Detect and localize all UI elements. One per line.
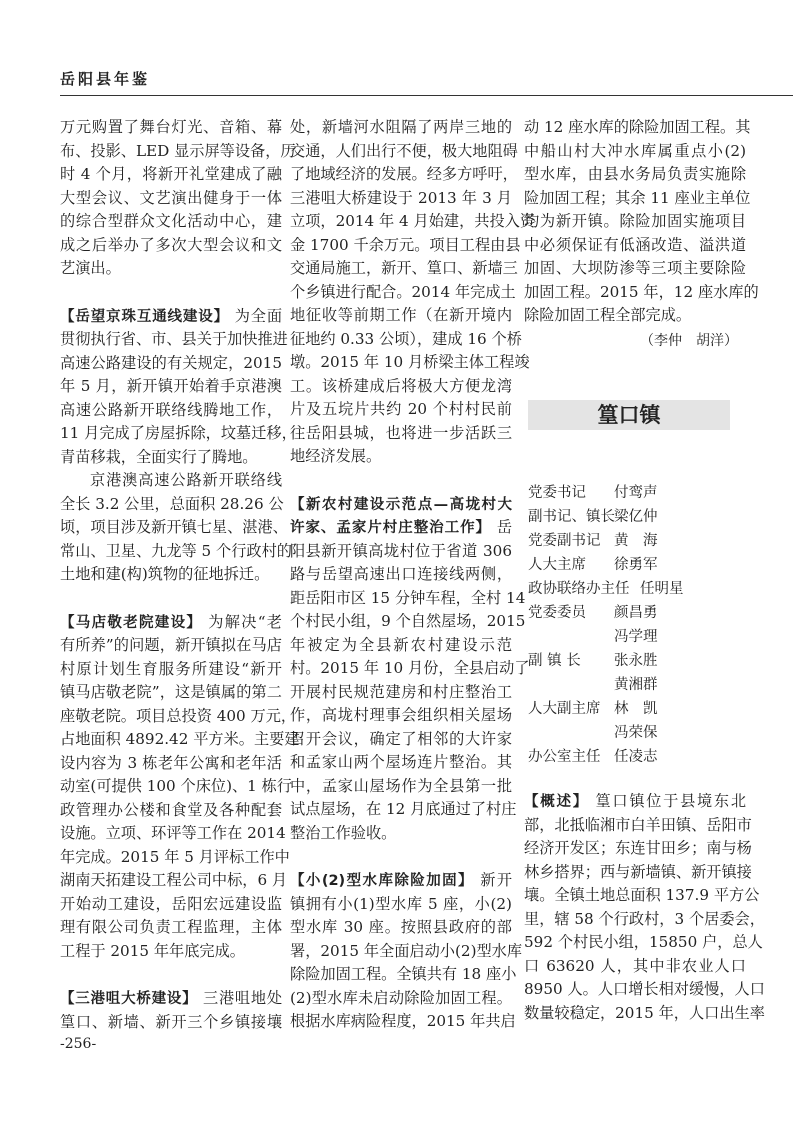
text-line: 墩。2015 年 10 月桥梁主体工程竣: [290, 353, 530, 371]
section-heading: 许家、孟家片村庄整治工作】: [290, 520, 492, 536]
text-line: 动室(可提供 100 个床位)、1 栋行: [60, 777, 293, 795]
text-line: 村。2015 年 10 月份，全县启动了: [290, 659, 530, 677]
staff-row: [528, 601, 684, 625]
column-1: [60, 116, 300, 1034]
text-line: 往岳阳县城，也将进一步活跃三: [290, 423, 512, 442]
staff-name: 黄 海: [614, 533, 658, 549]
text-line: 个村民小组，9 个自然屋场，2015: [290, 612, 526, 630]
text-line: 型水库 30 座。按照县政府的部: [290, 918, 512, 936]
staff-row: [528, 721, 684, 745]
text-line: 中船山村大冲水库属重点小(2): [524, 141, 746, 160]
text-line: [290, 869, 512, 893]
text-line: [290, 493, 512, 517]
staff-name: 任明星: [640, 581, 684, 597]
staff-name: 冯荣保: [614, 725, 658, 741]
header-rule: [60, 95, 793, 96]
staff-name: 张永胜: [614, 653, 658, 669]
section-heading: 【马店敬老院建设】: [60, 614, 203, 631]
column-2: [290, 116, 536, 1034]
text-line: 全长 3.2 公里，总面积 28.26 公: [60, 494, 284, 513]
text-line: 座敬老院。项目总投资 400 万元，: [60, 706, 297, 725]
text-run: 三港咀地处: [197, 989, 283, 1007]
section-heading: 【概述】: [524, 794, 589, 810]
text-line: 除险加固工程全部完成。: [524, 306, 692, 324]
paragraph: [60, 611, 300, 964]
text-line: 加固、大坝防渗等三项主要除险: [524, 259, 746, 277]
text-run: 新开: [473, 871, 513, 889]
section-heading: 【岳望京珠互通线建设】: [60, 308, 230, 325]
text-line: 政管理办公楼和食堂及各种配套: [60, 800, 282, 819]
text-line: (2)型水库未启动除险加固工程。: [290, 988, 512, 1007]
text-line: 工程于 2015 年年底完成。: [60, 941, 245, 960]
text-line: 篁口、新墙、新开三个乡镇接壤: [60, 1012, 282, 1031]
text-line: 个乡镇进行配合。2014 年完成土: [290, 282, 516, 301]
column-3: [524, 116, 759, 354]
text-run: 为解决“老: [202, 612, 282, 631]
text-line: 和孟家山两个屋场连片整治。其: [290, 753, 512, 771]
text-line: 均为新开镇。除险加固实施项目: [524, 212, 746, 230]
text-line: 顷，项目涉及新开镇七星、湛港、: [60, 518, 288, 536]
staff-role: 政协联络办主任: [528, 581, 630, 597]
section-heading: 【小(2)型水库除险加固】: [290, 873, 474, 889]
section-title-huangkou: 篁口镇: [528, 400, 730, 430]
text-line: 年完成。2015 年 5 月评标工作中: [60, 847, 290, 866]
text-line: 设施。立项、环评等工作在 2014: [60, 824, 286, 842]
text-line: 经济开发区；东连甘田乡；南与杨: [524, 839, 752, 857]
text-line: 地征收等前期工作（在新开境内: [290, 306, 512, 324]
text-line: 8950 人。人口增长相对缓慢，人口: [524, 980, 765, 998]
staff-name: 林 凯: [614, 701, 658, 717]
section-heading: 【新农村建设示范点—高垅村大: [290, 496, 512, 513]
staff-row: [528, 625, 684, 649]
staff-role: 党委书记: [528, 485, 586, 501]
text-line: 中，孟家山屋场作为全县第一批: [290, 776, 512, 795]
text-line: 11 月完成了房屋拆除，坟墓迁移，: [60, 424, 297, 442]
paragraph: [290, 493, 530, 846]
text-line: 口 63620 人，其中非农业人口: [524, 956, 746, 975]
text-line: 立项，2014 年 4 月始建，共投入资: [290, 212, 536, 230]
text-line: 三港咀大桥建设于 2013 年 3 月: [290, 188, 512, 207]
paragraph: [60, 987, 282, 1034]
text-line: 年 5 月，新开镇开始着手京港澳: [60, 377, 282, 395]
paragraph: [290, 116, 536, 469]
staff-row: [528, 505, 684, 529]
text-line: 型水库，由县水务局负责实施除: [524, 165, 746, 183]
staff-row: [528, 649, 684, 673]
section-heading: 【三港咀大桥建设】: [60, 991, 198, 1007]
text-line: 处，新墙河水阻隔了两岸三地的: [290, 118, 512, 136]
staff-role: 党委副书记: [528, 533, 601, 549]
text-line: [60, 611, 282, 635]
running-header: 岳阳县年鉴: [60, 70, 151, 88]
staff-name: 徐勇军: [614, 557, 658, 573]
paragraph: [60, 116, 296, 281]
staff-name: 任凌志: [614, 749, 658, 765]
text-line: 根据水库病险程度，2015 年共启: [290, 1012, 516, 1030]
text-line: 开始动工建设，岳阳宏远建设监: [60, 894, 282, 913]
text-line: 中必须保证有低涵改造、溢洪道: [524, 235, 746, 254]
text-line: 交通，人们出行不便，极大地阻碍: [290, 141, 518, 160]
text-line: 里，辖 58 个行政村，3 个居委会，: [524, 909, 765, 928]
text-line: 整治工作验收。: [290, 823, 397, 842]
text-line: 开展村民规范建房和村庄整治工: [290, 682, 512, 701]
text-line: 壤。全镇土地总面积 137.9 平方公: [524, 886, 760, 904]
text-line: 片及五垸片共约 20 个村村民前: [290, 400, 512, 418]
text-line: [60, 987, 282, 1011]
text-line: [60, 305, 282, 329]
text-line: 署，2015 年全面启动小(2)型水库: [290, 941, 523, 960]
text-line: 镇拥有小(1)型水库 5 座，小(2): [290, 894, 512, 913]
text-line: 险加固工程；其余 11 座业主单位: [524, 188, 751, 207]
text-line: 作，高垅村理事会组织相关屋场: [290, 706, 512, 724]
text-line: 592 个村民小组，15850 户，总人: [524, 933, 763, 951]
text-line: 时 4 个月，将新开礼堂建成了融: [60, 165, 282, 183]
text-line: 贯彻执行省、市、县关于加快推进: [60, 330, 288, 348]
staff-role: 人大副主席: [528, 701, 601, 717]
staff-name: 冯学理: [614, 629, 658, 645]
text-line: [290, 516, 512, 540]
text-line: 高速公路新开联络线腾地工作，: [60, 400, 282, 419]
text-line: 试点屋场，在 12 月底通过了村庄: [290, 800, 517, 818]
staff-role: 副 镇 长: [528, 653, 581, 669]
text-run: 为全面: [229, 306, 283, 325]
paragraph: [60, 469, 292, 587]
text-line: 大型会议、文艺演出健身于一体: [60, 188, 282, 207]
text-line: 距岳阳市区 15 分钟车程，全村 14: [290, 588, 526, 607]
text-line: 的综合型群众文化活动中心，建: [60, 212, 282, 230]
text-line: 青苗移栽，全面实行了腾地。: [60, 447, 258, 466]
staff-role: 副书记、镇长: [528, 509, 615, 525]
staff-row: [528, 553, 684, 577]
text-line: 湖南天拓建设工程公司中标，6 月: [60, 871, 288, 889]
text-line: 有所养”的问题，新开镇拟在马店: [60, 636, 282, 654]
text-line: 数量较稳定，2015 年，人口出生率: [524, 1003, 765, 1022]
text-line: 高速公路建设的有关规定，2015: [60, 353, 282, 372]
text-line: 占地面积 4892.42 平方米。主要建: [60, 730, 300, 748]
text-line: 路与岳望高速出口连接线两侧，: [290, 565, 512, 583]
text-line: 加固工程。2015 年，12 座水库的: [524, 282, 759, 301]
staff-row: [528, 481, 684, 505]
text-line: 金 1700 千余万元。项目工程由县: [290, 235, 521, 254]
staff-name: 梁亿仲: [614, 509, 658, 525]
text-line: 设内容为 3 栋老年公寓和老年活: [60, 753, 282, 772]
text-line: 交通局施工，新开、篁口、新墙三: [290, 259, 518, 277]
staff-name: 颜昌勇: [614, 605, 658, 621]
staff-row: [528, 697, 684, 721]
staff-row: [528, 673, 684, 697]
text-line: 艺演出。: [60, 259, 121, 277]
text-line: 召开会议，确定了相邻的大许家: [290, 729, 512, 748]
text-line: 阳县新开镇高垅村位于省道 306: [290, 541, 512, 560]
staff-role: [528, 673, 614, 697]
text-line: 林乡搭界；西与新墙镇、新开镇接: [524, 862, 752, 881]
text-line: 地经济发展。: [290, 447, 382, 465]
text-run: 篁口镇位于县境东北: [588, 792, 747, 810]
staff-role: 人大主席: [528, 557, 586, 573]
text-line: 成之后举办了多次大型会议和文: [60, 235, 282, 254]
text-run: 岳: [491, 518, 513, 536]
staff-row: [528, 745, 684, 769]
text-line: 了地域经济的发展。经多方呼吁，: [290, 165, 518, 183]
paragraph: [60, 305, 297, 470]
text-line: [524, 790, 746, 814]
text-line: 镇马店敬老院”，这是镇属的第二: [60, 683, 282, 701]
text-line: 万元购置了舞台灯光、音箱、幕: [60, 118, 282, 136]
text-line: 土地和建(构)筑物的征地拆迁。: [60, 565, 270, 583]
staff-list: [528, 481, 684, 769]
staff-row: [528, 577, 684, 601]
staff-role: [528, 625, 614, 649]
staff-name: 黄湘群: [614, 677, 658, 693]
staff-name: 付鸾声: [614, 485, 658, 501]
paragraph: [524, 116, 759, 328]
staff-row: [528, 529, 684, 553]
text-line: 常山、卫星、九龙等 5 个行政村的: [60, 541, 292, 560]
text-line: 征地约 0.33 公顷），建成 16 个桥: [290, 329, 522, 348]
text-line: 工。该桥建成后将极大方便龙湾: [290, 376, 512, 395]
text-line: 年被定为全县新农村建设示范: [290, 635, 512, 654]
text-line: 理有限公司负责工程监理，主体: [60, 918, 282, 936]
overview-section: [524, 790, 765, 1025]
text-line: 村原计划生育服务所建设“新开: [60, 659, 282, 678]
text-line: 动 12 座水库的除险加固工程。其: [524, 118, 751, 136]
text-line: 布、投影、LED 显示屏等设备，历: [60, 141, 296, 160]
author-signature: （李仲 胡洋）: [640, 332, 738, 349]
staff-role: 党委委员: [528, 605, 586, 621]
staff-role: [528, 721, 614, 745]
text-line: 部，北抵临湘市白羊田镇、岳阳市: [524, 815, 752, 834]
staff-role: 办公室主任: [528, 749, 601, 765]
page-number: -256-: [60, 1036, 97, 1052]
paragraph: [290, 869, 523, 1034]
text-line: 除险加固工程。全镇共有 18 座小: [290, 965, 517, 983]
text-line: 京港澳高速公路新开联络线: [90, 471, 282, 489]
